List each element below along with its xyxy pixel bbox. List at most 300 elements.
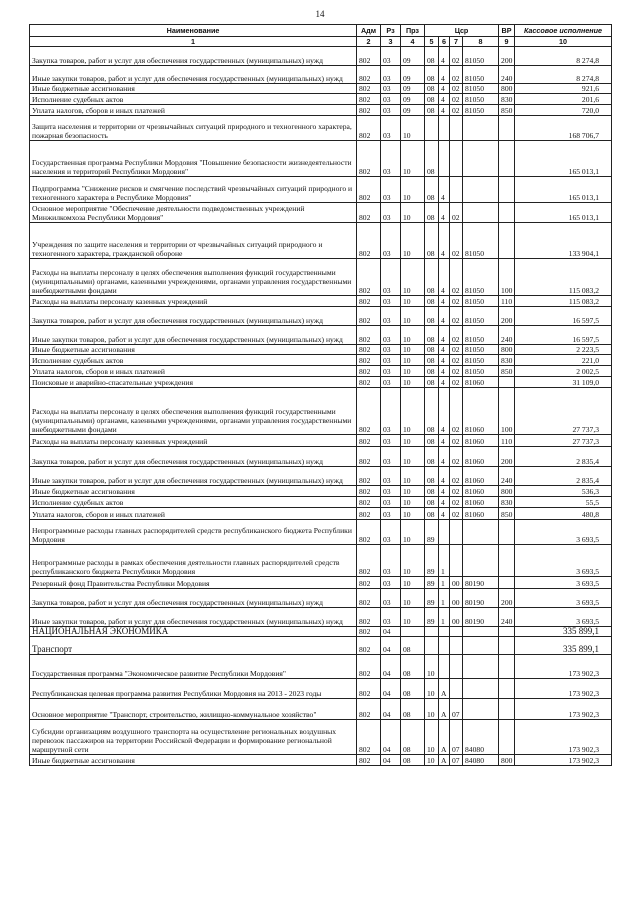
row-adm: 802 xyxy=(357,577,381,589)
row-rz: 03 xyxy=(381,355,401,366)
row-amount: 536,3 xyxy=(515,486,612,497)
row-cel-program: 08 xyxy=(425,203,439,223)
row-rz: 04 xyxy=(381,699,401,720)
row-cel-event: 02 xyxy=(450,307,463,326)
row-amount: 921,6 xyxy=(515,84,612,94)
row-cel-subprogram: 4 xyxy=(439,497,450,508)
table-row xyxy=(30,608,612,627)
row-adm: 802 xyxy=(357,296,381,307)
table-row xyxy=(30,655,612,679)
row-rz: 03 xyxy=(381,259,401,296)
row-vr xyxy=(499,203,515,223)
row-cel-program: 08 xyxy=(425,435,439,447)
row-amount: 168 706,7 xyxy=(515,116,612,141)
row-cel-event: 02 xyxy=(450,377,463,388)
row-name: Подпрограмма "Снижение рисков и смягчение последствий чрезвычайных ситуаций природного и техногенного характера в Республике Мордовия" xyxy=(30,177,357,203)
row-prz: 10 xyxy=(401,355,425,366)
row-cel-subprogram: 4 xyxy=(439,84,450,94)
row-name: Иные бюджетные ассигнования xyxy=(30,755,357,766)
row-rz: 04 xyxy=(381,720,401,755)
row-cel-direction: 81050 xyxy=(463,355,499,366)
row-vr xyxy=(499,223,515,259)
row-cel-subprogram: 4 xyxy=(439,66,450,84)
row-vr: 200 xyxy=(499,447,515,467)
row-cel-program: 10 xyxy=(425,720,439,755)
row-rz: 03 xyxy=(381,520,401,545)
row-vr xyxy=(499,545,515,577)
row-rz: 03 xyxy=(381,47,401,66)
row-name: Транспорт xyxy=(30,637,357,655)
row-prz: 08 xyxy=(401,655,425,679)
row-adm: 802 xyxy=(357,755,381,766)
row-rz: 03 xyxy=(381,435,401,447)
row-adm: 802 xyxy=(357,84,381,94)
row-prz: 10 xyxy=(401,141,425,177)
row-vr xyxy=(499,577,515,589)
row-cel-program: 10 xyxy=(425,679,439,699)
row-vr: 850 xyxy=(499,366,515,377)
row-cel-direction: 80190 xyxy=(463,608,499,627)
row-adm: 802 xyxy=(357,720,381,755)
row-cel-direction: 84080 xyxy=(463,720,499,755)
row-cel-direction: 81060 xyxy=(463,486,499,497)
row-amount: 3 693,5 xyxy=(515,545,612,577)
row-rz: 03 xyxy=(381,116,401,141)
row-cel-program: 08 xyxy=(425,388,439,435)
row-cel-event: 00 xyxy=(450,577,463,589)
row-cel-program: 08 xyxy=(425,326,439,345)
row-vr: 830 xyxy=(499,497,515,508)
row-adm: 802 xyxy=(357,435,381,447)
table-row xyxy=(30,366,612,377)
row-rz: 03 xyxy=(381,94,401,105)
row-prz: 10 xyxy=(401,486,425,497)
row-vr xyxy=(499,520,515,545)
row-prz: 10 xyxy=(401,259,425,296)
row-cel-direction: 81060 xyxy=(463,447,499,467)
row-name: Уплата налогов, сборов и иных платежей xyxy=(30,366,357,377)
row-prz: 08 xyxy=(401,720,425,755)
row-cel-event: 02 xyxy=(450,259,463,296)
row-cel-direction: 81060 xyxy=(463,497,499,508)
row-prz: 10 xyxy=(401,508,425,520)
row-vr: 110 xyxy=(499,296,515,307)
row-cel-subprogram: 1 xyxy=(439,545,450,577)
row-vr: 240 xyxy=(499,467,515,486)
row-cel-event: 00 xyxy=(450,608,463,627)
row-vr: 100 xyxy=(499,388,515,435)
row-prz xyxy=(401,627,425,637)
row-cel-event xyxy=(450,679,463,699)
row-cel-event xyxy=(450,627,463,637)
row-prz: 09 xyxy=(401,66,425,84)
row-prz: 08 xyxy=(401,699,425,720)
row-cel-direction xyxy=(463,637,499,655)
row-rz: 03 xyxy=(381,366,401,377)
row-rz: 03 xyxy=(381,467,401,486)
table-row xyxy=(30,377,612,388)
table-row xyxy=(30,141,612,177)
row-cel-direction xyxy=(463,203,499,223)
row-cel-direction xyxy=(463,655,499,679)
row-amount: 27 737,3 xyxy=(515,435,612,447)
row-prz: 10 xyxy=(401,377,425,388)
row-amount: 173 902,3 xyxy=(515,699,612,720)
row-name: Государственная программа "Экономическое развитие Республики Мордовия" xyxy=(30,655,357,679)
row-cel-program: 08 xyxy=(425,508,439,520)
row-prz: 10 xyxy=(401,345,425,355)
row-rz: 03 xyxy=(381,377,401,388)
header-rz: Рз xyxy=(381,25,401,37)
row-cel-event xyxy=(450,116,463,141)
table-row xyxy=(30,497,612,508)
table-row xyxy=(30,203,612,223)
row-cel-event xyxy=(450,141,463,177)
row-cel-subprogram: 4 xyxy=(439,307,450,326)
row-name: Закупка товаров, работ и услуг для обеспечения государственных (муниципальных) нужд xyxy=(30,47,357,66)
row-name: Поисковые и аварийно-спасательные учреждения xyxy=(30,377,357,388)
row-cel-subprogram xyxy=(439,141,450,177)
row-prz: 09 xyxy=(401,94,425,105)
row-adm: 802 xyxy=(357,203,381,223)
row-rz: 03 xyxy=(381,447,401,467)
row-prz: 10 xyxy=(401,497,425,508)
row-vr: 240 xyxy=(499,608,515,627)
row-cel-program: 08 xyxy=(425,66,439,84)
row-cel-event: 02 xyxy=(450,447,463,467)
row-amount: 173 902,3 xyxy=(515,720,612,755)
row-adm: 802 xyxy=(357,141,381,177)
row-amount: 31 109,0 xyxy=(515,377,612,388)
row-vr xyxy=(499,627,515,637)
row-cel-program: 08 xyxy=(425,307,439,326)
row-cel-subprogram: 4 xyxy=(439,508,450,520)
row-prz: 10 xyxy=(401,223,425,259)
row-cel-direction: 81050 xyxy=(463,84,499,94)
row-cel-direction: 81050 xyxy=(463,366,499,377)
table-row xyxy=(30,326,612,345)
row-vr xyxy=(499,377,515,388)
row-name: Иные закупки товаров, работ и услуг для обеспечения государственных (муниципальных) нужд xyxy=(30,608,357,627)
table-row xyxy=(30,105,612,116)
row-amount: 115 083,2 xyxy=(515,296,612,307)
row-cel-direction xyxy=(463,679,499,699)
row-cel-subprogram: 4 xyxy=(439,447,450,467)
row-name: Непрограммные расходы в рамках обеспечения деятельности главных распорядителей средств республиканского бюджета Республики Мордовия xyxy=(30,545,357,577)
table-row xyxy=(30,388,612,435)
header-name: Наименование xyxy=(30,25,357,37)
row-name: Закупка товаров, работ и услуг для обеспечения государственных (муниципальных) нужд xyxy=(30,589,357,608)
row-cel-program: 08 xyxy=(425,467,439,486)
row-name: Основное мероприятие "Транспорт, строительство, жилищно-коммунальное хозяйство" xyxy=(30,699,357,720)
row-name: Иные закупки товаров, работ и услуг для обеспечения государственных (муниципальных) нужд xyxy=(30,467,357,486)
row-adm: 802 xyxy=(357,508,381,520)
row-adm: 802 xyxy=(357,307,381,326)
row-cel-direction: 81050 xyxy=(463,223,499,259)
table-row xyxy=(30,259,612,296)
row-vr: 100 xyxy=(499,259,515,296)
row-rz: 03 xyxy=(381,223,401,259)
table-row xyxy=(30,223,612,259)
row-cel-event: 02 xyxy=(450,508,463,520)
row-cel-direction: 81050 xyxy=(463,296,499,307)
row-adm: 802 xyxy=(357,486,381,497)
row-name: Закупка товаров, работ и услуг для обеспечения государственных (муниципальных) нужд xyxy=(30,307,357,326)
row-name: Учреждения по защите населения и территории от чрезвычайных ситуаций природного и техногенного характера, гражданской обороне xyxy=(30,223,357,259)
row-cel-direction: 81060 xyxy=(463,377,499,388)
table-row xyxy=(30,355,612,366)
row-cel-event xyxy=(450,520,463,545)
row-prz: 09 xyxy=(401,84,425,94)
row-prz: 10 xyxy=(401,307,425,326)
row-cel-direction: 81060 xyxy=(463,467,499,486)
row-cel-direction: 81050 xyxy=(463,47,499,66)
row-cel-subprogram: 4 xyxy=(439,326,450,345)
row-cel-subprogram: 1 xyxy=(439,608,450,627)
row-amount: 165 013,1 xyxy=(515,141,612,177)
row-vr: 830 xyxy=(499,94,515,105)
row-cel-subprogram xyxy=(439,116,450,141)
row-amount: 16 597,5 xyxy=(515,326,612,345)
table-row xyxy=(30,84,612,94)
row-adm: 802 xyxy=(357,589,381,608)
row-cel-subprogram: 4 xyxy=(439,47,450,66)
row-adm: 802 xyxy=(357,116,381,141)
row-cel-event: 02 xyxy=(450,388,463,435)
row-cel-subprogram xyxy=(439,637,450,655)
row-adm: 802 xyxy=(357,447,381,467)
row-cel-subprogram: А xyxy=(439,755,450,766)
row-cel-event: 02 xyxy=(450,47,463,66)
row-cel-program: 10 xyxy=(425,755,439,766)
row-adm: 802 xyxy=(357,345,381,355)
row-amount: 55,5 xyxy=(515,497,612,508)
row-vr xyxy=(499,177,515,203)
row-cel-subprogram: А xyxy=(439,699,450,720)
row-amount: 173 902,3 xyxy=(515,755,612,766)
row-vr: 110 xyxy=(499,435,515,447)
row-rz: 04 xyxy=(381,679,401,699)
row-amount: 8 274,8 xyxy=(515,66,612,84)
row-amount: 335 899,1 xyxy=(515,637,612,655)
row-amount: 201,6 xyxy=(515,94,612,105)
row-prz: 10 xyxy=(401,608,425,627)
row-adm: 802 xyxy=(357,366,381,377)
row-rz: 03 xyxy=(381,296,401,307)
row-cel-subprogram: 4 xyxy=(439,345,450,355)
table-row xyxy=(30,345,612,355)
row-name: Резервный фонд Правительства Республики Мордовия xyxy=(30,577,357,589)
row-adm: 802 xyxy=(357,377,381,388)
row-amount: 3 693,5 xyxy=(515,577,612,589)
table-row xyxy=(30,94,612,105)
row-cel-event: 07 xyxy=(450,699,463,720)
row-name: Исполнение судебных актов xyxy=(30,497,357,508)
row-prz: 10 xyxy=(401,520,425,545)
row-prz: 10 xyxy=(401,545,425,577)
row-rz: 03 xyxy=(381,497,401,508)
row-name: Иные бюджетные ассигнования xyxy=(30,84,357,94)
row-cel-event xyxy=(450,177,463,203)
row-vr: 200 xyxy=(499,307,515,326)
row-vr xyxy=(499,637,515,655)
row-cel-direction: 81050 xyxy=(463,259,499,296)
row-cel-subprogram: 1 xyxy=(439,589,450,608)
row-cel-program xyxy=(425,637,439,655)
row-rz: 03 xyxy=(381,141,401,177)
row-amount: 480,8 xyxy=(515,508,612,520)
row-rz: 03 xyxy=(381,345,401,355)
row-cel-event: 02 xyxy=(450,435,463,447)
row-prz: 10 xyxy=(401,326,425,345)
table-row xyxy=(30,720,612,755)
row-name: НАЦИОНАЛЬНАЯ ЭКОНОМИКА xyxy=(30,627,357,637)
row-amount: 335 899,1 xyxy=(515,627,612,637)
col-number: 9 xyxy=(499,37,515,47)
row-cel-subprogram: 4 xyxy=(439,377,450,388)
row-cel-subprogram: 4 xyxy=(439,223,450,259)
row-cel-direction: 81050 xyxy=(463,307,499,326)
row-amount: 8 274,8 xyxy=(515,47,612,66)
row-vr: 800 xyxy=(499,486,515,497)
row-cel-direction xyxy=(463,545,499,577)
row-amount: 173 902,3 xyxy=(515,679,612,699)
row-cel-subprogram: 4 xyxy=(439,467,450,486)
row-name: Расходы на выплаты персоналу в целях обеспечения выполнения функций государственными (муниципальными) органами, казенными учреждениями, органами управления государственными внебюджетными фондами xyxy=(30,259,357,296)
row-amount: 2 835,4 xyxy=(515,447,612,467)
row-cel-subprogram: 4 xyxy=(439,296,450,307)
row-adm: 802 xyxy=(357,259,381,296)
row-cel-program: 08 xyxy=(425,223,439,259)
row-cel-event: 02 xyxy=(450,467,463,486)
row-rz: 03 xyxy=(381,545,401,577)
row-name: Исполнение судебных актов xyxy=(30,94,357,105)
row-amount: 720,0 xyxy=(515,105,612,116)
row-rz: 03 xyxy=(381,326,401,345)
table-row xyxy=(30,467,612,486)
row-prz: 10 xyxy=(401,467,425,486)
row-cel-subprogram: 4 xyxy=(439,177,450,203)
row-name: Исполнение судебных актов xyxy=(30,355,357,366)
col-number: 10 xyxy=(515,37,612,47)
row-cel-program: 08 xyxy=(425,84,439,94)
table-row xyxy=(30,699,612,720)
row-amount: 221,0 xyxy=(515,355,612,366)
row-cel-subprogram xyxy=(439,655,450,679)
row-cel-subprogram: 4 xyxy=(439,355,450,366)
table-row xyxy=(30,435,612,447)
table-row xyxy=(30,508,612,520)
row-cel-program: 89 xyxy=(425,589,439,608)
row-rz: 03 xyxy=(381,486,401,497)
row-name: Иные закупки товаров, работ и услуг для обеспечения государственных (муниципальных) нужд xyxy=(30,326,357,345)
row-cel-direction: 81060 xyxy=(463,388,499,435)
row-cel-event: 02 xyxy=(450,355,463,366)
row-cel-program xyxy=(425,627,439,637)
row-rz: 04 xyxy=(381,627,401,637)
row-rz: 04 xyxy=(381,755,401,766)
table-row xyxy=(30,486,612,497)
row-cel-subprogram: 4 xyxy=(439,486,450,497)
row-vr: 850 xyxy=(499,105,515,116)
row-amount: 173 902,3 xyxy=(515,655,612,679)
row-adm: 802 xyxy=(357,679,381,699)
row-vr xyxy=(499,699,515,720)
row-name: Субсидии организациям воздушного транспорта на осуществление региональных воздушных перевозок пассажиров на территории Российской Федерации и формирование региональной маршрутной сети xyxy=(30,720,357,755)
col-number: 6 xyxy=(439,37,450,47)
row-cel-program: 08 xyxy=(425,447,439,467)
row-cel-event: 02 xyxy=(450,94,463,105)
row-vr xyxy=(499,655,515,679)
table-row xyxy=(30,755,612,766)
column-number-row xyxy=(30,37,612,47)
row-cel-event: 02 xyxy=(450,345,463,355)
row-cel-direction xyxy=(463,699,499,720)
row-adm: 802 xyxy=(357,608,381,627)
row-cel-program: 10 xyxy=(425,655,439,679)
row-vr xyxy=(499,116,515,141)
row-adm: 802 xyxy=(357,355,381,366)
row-prz: 10 xyxy=(401,388,425,435)
row-cel-program: 89 xyxy=(425,608,439,627)
col-number: 4 xyxy=(401,37,425,47)
row-name: Уплата налогов, сборов и иных платежей xyxy=(30,105,357,116)
row-rz: 04 xyxy=(381,637,401,655)
row-cel-program: 08 xyxy=(425,366,439,377)
row-amount: 165 013,1 xyxy=(515,177,612,203)
row-cel-direction xyxy=(463,141,499,177)
row-vr: 850 xyxy=(499,508,515,520)
row-adm: 802 xyxy=(357,699,381,720)
row-amount: 2 002,5 xyxy=(515,366,612,377)
row-amount: 115 083,2 xyxy=(515,259,612,296)
row-cel-event: 02 xyxy=(450,497,463,508)
row-rz: 03 xyxy=(381,177,401,203)
row-prz: 10 xyxy=(401,435,425,447)
row-prz: 09 xyxy=(401,105,425,116)
row-cel-subprogram: А xyxy=(439,679,450,699)
row-cel-program: 08 xyxy=(425,486,439,497)
table-row xyxy=(30,520,612,545)
row-cel-subprogram xyxy=(439,627,450,637)
table-row xyxy=(30,589,612,608)
row-vr: 240 xyxy=(499,326,515,345)
table-row xyxy=(30,447,612,467)
row-adm: 802 xyxy=(357,105,381,116)
row-adm: 802 xyxy=(357,223,381,259)
row-vr: 200 xyxy=(499,47,515,66)
row-cel-program: 89 xyxy=(425,545,439,577)
row-cel-event: 02 xyxy=(450,366,463,377)
row-rz: 03 xyxy=(381,105,401,116)
row-vr xyxy=(499,679,515,699)
row-name: Республиканская целевая программа развития Республики Мордовия на 2013 - 2023 годы xyxy=(30,679,357,699)
row-vr: 240 xyxy=(499,66,515,84)
row-cel-subprogram: 4 xyxy=(439,94,450,105)
row-cel-program: 08 xyxy=(425,355,439,366)
row-cel-event: 00 xyxy=(450,589,463,608)
row-cel-subprogram: 4 xyxy=(439,388,450,435)
row-amount: 2 835,4 xyxy=(515,467,612,486)
table-row xyxy=(30,47,612,66)
row-name: Иные закупки товаров, работ и услуг для обеспечения государственных (муниципальных) нужд xyxy=(30,66,357,84)
row-prz: 10 xyxy=(401,177,425,203)
col-number: 5 xyxy=(425,37,439,47)
header-kassa: Кассовое исполнение xyxy=(515,25,612,37)
row-cel-program: 08 xyxy=(425,177,439,203)
row-prz: 10 xyxy=(401,366,425,377)
budget-table xyxy=(29,24,612,766)
